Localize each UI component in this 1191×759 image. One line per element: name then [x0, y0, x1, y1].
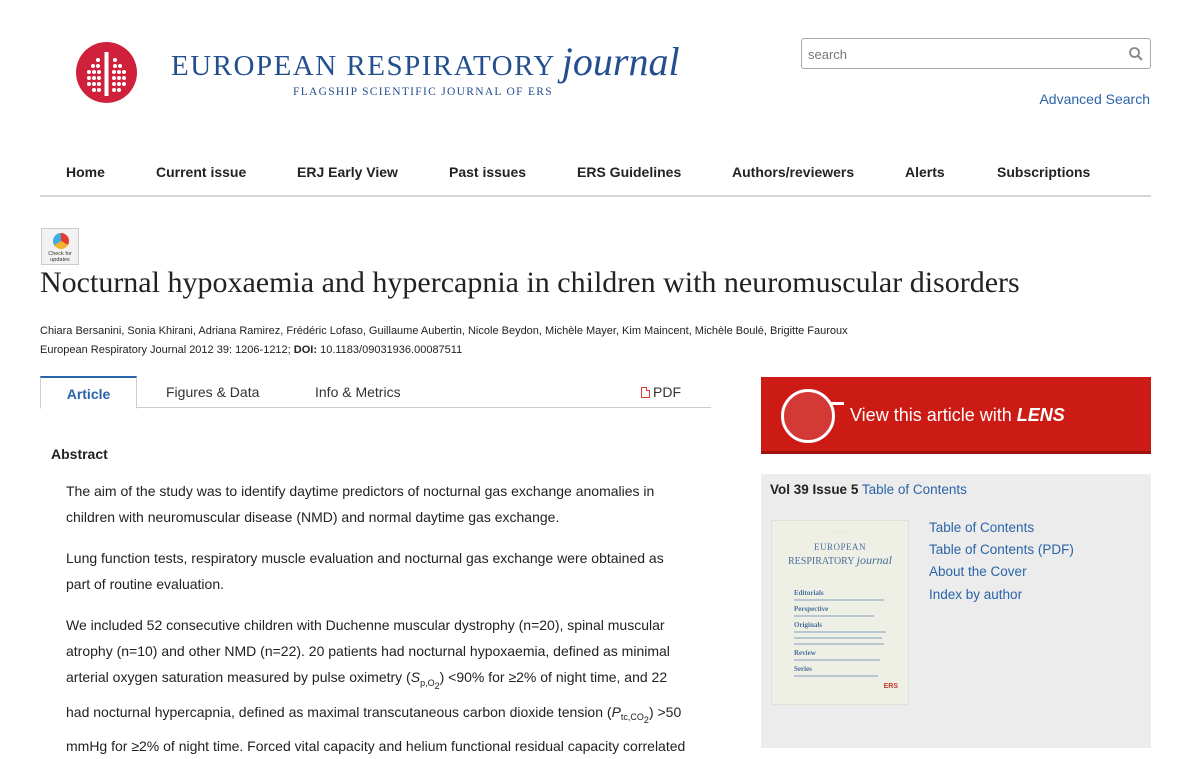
nav-home[interactable]: Home [66, 164, 105, 180]
cover-section: Perspective [794, 605, 829, 613]
advanced-search-link[interactable]: Advanced Search [1039, 91, 1150, 107]
toc-link-table-of-contents[interactable]: Table of Contents [929, 520, 1035, 535]
abstract-paragraph [66, 612, 691, 759]
crossmark-badge[interactable] [41, 228, 79, 265]
crossmark-icon [53, 233, 69, 249]
cover-title-italic: journal [856, 553, 892, 567]
doi-value[interactable]: 10.1183/09031936.00087511 [317, 344, 463, 356]
nav-authors-reviewers[interactable]: Authors/reviewers [732, 164, 855, 180]
ptcco2-symbol: P [611, 703, 621, 720]
cover-text-line [794, 615, 874, 617]
abstract-heading: Abstract [51, 446, 108, 462]
nav-erj-early-view[interactable]: ERJ Early View [297, 164, 398, 180]
lens-label [850, 405, 1065, 426]
crossmark-label: Check for updates [48, 251, 72, 263]
cover-title-line2 [772, 553, 908, 568]
ptcco2-sub-text: tc,CO [620, 712, 644, 723]
lens-brand: LENS [1016, 405, 1065, 425]
toc-link-index-by-author[interactable]: Index by author [929, 587, 1023, 602]
cover-header-line: · · · · · · · · · · · [827, 529, 853, 534]
cover-text-line [794, 637, 882, 639]
nav-subscriptions[interactable]: Subscriptions [997, 164, 1091, 180]
lens-text: View this article with [850, 405, 1017, 425]
abstract-text: ) >50 mmHg for ≥2% of night time. Forced vital capacity and helium functional residual capacity correlated [66, 703, 686, 755]
cover-text-line [794, 659, 880, 661]
ptcco2-sub2: 2 [643, 715, 649, 726]
nav-past-issues[interactable]: Past issues [449, 164, 527, 180]
journal-tagline: FLAGSHIP SCIENTIFIC JOURNAL OF ERS [293, 86, 553, 98]
toc-heading-link[interactable]: Table of Contents [861, 482, 967, 497]
cover-ers-logo: ERS [883, 683, 898, 690]
toc-link-table-of-contents-pdf[interactable]: Table of Contents (PDF) [929, 542, 1074, 557]
abstract-text: We included 52 consecutive children with Duchenne muscular dystrophy (n=20), spinal muscular atrophy (n=10) and other NMD (n=22). 20 patients had nocturnal hypoxaemia, defined as minimal arterial oxygen saturation measured by pulse oximetry ( [66, 617, 670, 685]
cover-text-line [794, 631, 886, 633]
cover-section: Review [794, 649, 816, 657]
abstract-text: ) <90% for ≥2% of night time, and 22 had nocturnal hypercapnia, defined as maximal transcutaneous carbon dioxide tension ( [66, 669, 668, 720]
abstract-paragraph: The aim of the study was to identify daytime predictors of nocturnal gas exchange anomalies in children with neuromuscular disease (NMD) and normal daytime gas exchange. [66, 483, 655, 525]
article-tabs [40, 376, 711, 408]
journal-title-italic: journal [561, 39, 680, 84]
main-nav [40, 158, 1151, 197]
tab-info-metrics[interactable]: Info & Metrics [315, 384, 401, 400]
cover-section: Editorials [794, 589, 824, 597]
tab-pdf-label: PDF [653, 384, 681, 400]
cover-text-line [794, 643, 884, 645]
erj-logo[interactable] [76, 42, 137, 103]
issue-number: Issue 5 [812, 482, 859, 497]
tab-pdf[interactable] [641, 376, 681, 408]
issue-cover-image[interactable] [771, 520, 909, 705]
abstract-paragraph: Lung function tests, respiratory muscle evaluation and nocturnal gas exchange were obtained as part of routine evaluation. [66, 550, 664, 592]
cover-section: Series [794, 665, 812, 673]
search-icon[interactable] [1128, 46, 1144, 62]
ptcco2-subscript [620, 712, 649, 726]
spo2-sub2: 2 [434, 680, 440, 691]
tab-figures-data[interactable]: Figures & Data [166, 384, 260, 400]
author-list: Chiara Bersanini, Sonia Khirani, Adriana Ramirez, Frédéric Lofaso, Guillaume Aubertin, Nicole Beydon, Michèle Mayer, Kim Maincent, Michèle Boulé, Brigitte Fauroux [40, 325, 848, 337]
citation [40, 344, 462, 356]
cover-title-main: RESPIRATORY [788, 556, 857, 567]
issue-heading [770, 482, 967, 497]
nav-ers-guidelines[interactable]: ERS Guidelines [577, 164, 682, 180]
lens-banner[interactable] [761, 377, 1151, 454]
issue-volume: Vol 39 [770, 482, 809, 497]
toc-link-about-cover[interactable]: About the Cover [929, 564, 1027, 579]
pdf-icon [641, 387, 650, 398]
journal-title[interactable] [171, 38, 680, 85]
journal-title-main: EUROPEAN RESPIRATORY [171, 50, 556, 82]
spo2-sub-text: p,O [420, 677, 435, 688]
tab-article[interactable]: Article [40, 376, 137, 409]
nav-current-issue[interactable]: Current issue [156, 164, 247, 180]
nav-alerts[interactable]: Alerts [905, 164, 945, 180]
doi-label: DOI: [293, 344, 318, 356]
citation-text: European Respiratory Journal 2012 39: 1206-1212; [40, 344, 294, 356]
article-title: Nocturnal hypoxaemia and hypercapnia in children with neuromuscular disorders [40, 266, 1020, 299]
spo2-symbol: S [410, 669, 421, 685]
lens-icon [781, 389, 835, 443]
search-input[interactable] [806, 45, 1116, 63]
search-box [801, 38, 1151, 69]
cover-title-line1: EUROPEAN [813, 542, 866, 552]
spo2-subscript [420, 677, 440, 691]
cover-text-line [794, 599, 884, 601]
cover-text-line [794, 675, 878, 677]
cover-section: Originals [794, 621, 823, 629]
issue-toc-panel [761, 474, 1151, 748]
